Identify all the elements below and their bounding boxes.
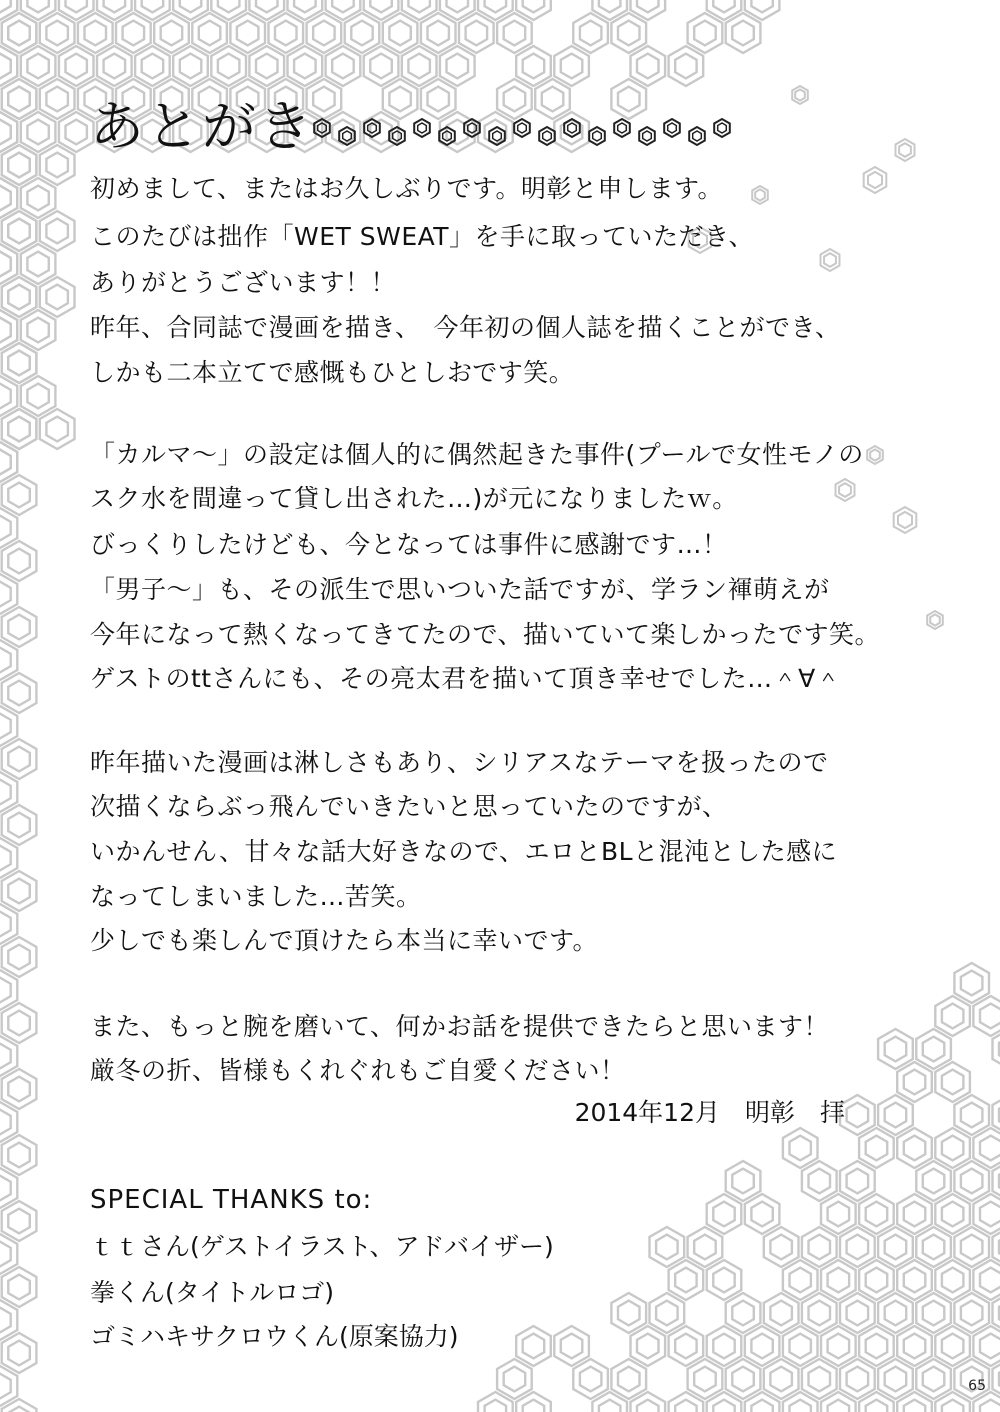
body-line: いかんせん、甘々な話大好きなので、エロとBLと混沌とした感に [90,837,838,866]
title-hexagon-decoration [310,110,740,160]
signature: 2014年12月 明彰 拝 [574,1098,845,1127]
body-line: ありがとうございます！！ [90,268,397,297]
body-line: 昨年、合同誌で漫画を描き、 今年初の個人誌を描くことができ、 [90,313,841,342]
thanks-item: ｔｔさん(ゲストイラスト、アドバイザー) [90,1232,554,1261]
body-line: びっくりしたけども、今となっては事件に感謝です…！ [90,530,728,559]
thanks-item: 拳くん(タイトルロゴ) [90,1278,335,1307]
body-line: 厳冬の折、皆様もくれぐれもご自愛ください！ [90,1056,626,1085]
thanks-heading: SPECIAL THANKS to: [90,1185,373,1215]
body-line: 「男子～」も、その派生で思いついた話ですが、学ラン褌萌えが [90,575,830,604]
body-line: 昨年描いた漫画は淋しさもあり、シリアスなテーマを扱ったので [90,748,829,777]
body-line: しかも二本立てで感慨もひとしおです笑。 [90,358,575,387]
body-line: 次描くならぶっ飛んでいきたいと思っていたのですが、 [90,792,728,821]
body-line: 今年になって熱くなってきてたので、描いていて楽しかったです笑。 [90,620,881,649]
body-line: 「カルマ～」の設定は個人的に偶然起きた事件(プールで女性モノの [90,440,864,469]
thanks-item: ゴミハキサクロウくん(原案協力) [90,1322,459,1351]
body-line: 少しでも楽しんで頂けたら本当に幸いです。 [90,926,599,955]
page-title: あとがき [90,95,314,158]
body-line: ゲストのttさんにも、その亮太君を描いて頂き幸せでした…＾∀＾ [90,664,842,693]
body-line: このたびは拙作「WET SWEAT」を手に取っていただき、 [90,222,755,251]
body-line: また、もっと腕を磨いて、何かお話を提供できたらと思います！ [90,1012,830,1041]
page-number: 65 [968,1378,986,1394]
body-line: 初めまして、またはお久しぶりです。明彰と申します。 [90,174,724,203]
body-line: なってしまいました…苦笑。 [90,882,422,911]
body-line: スク水を間違って貸し出された…)が元になりましたｗ。 [90,484,738,513]
